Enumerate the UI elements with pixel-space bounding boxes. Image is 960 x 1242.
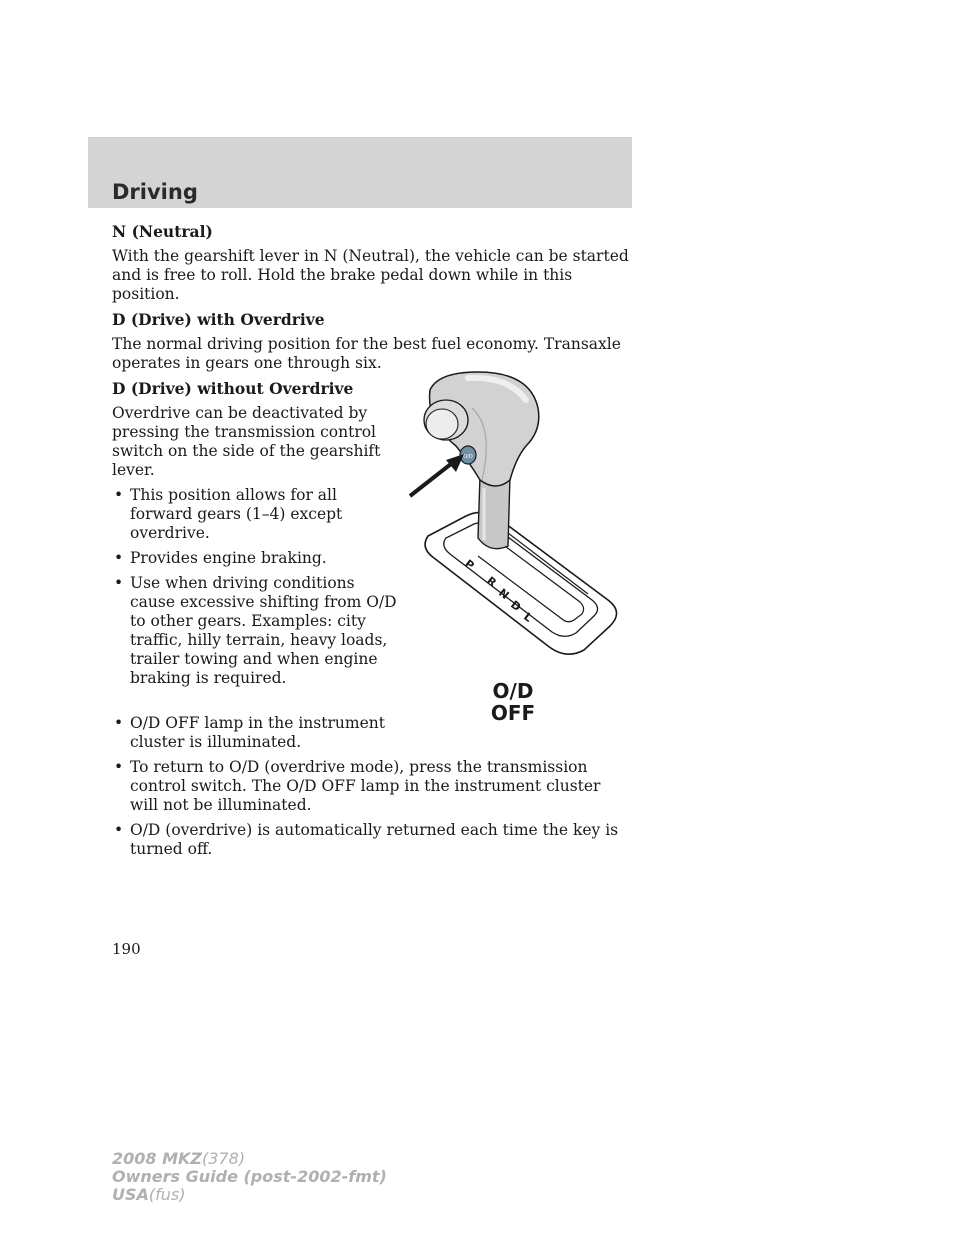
bullet-text: O/D (overdrive) is automatically returned each time the key is turned off.: [130, 821, 619, 858]
od-button-label: O/D: [463, 454, 473, 460]
od-off-line1: O/D: [492, 679, 534, 703]
bullet-text: Provides engine braking.: [130, 549, 327, 567]
bullet-item: [112, 549, 400, 568]
bullet-symbol: •: [114, 714, 124, 732]
bullet-symbol: •: [114, 486, 124, 504]
gear-letter: L: [521, 610, 535, 625]
bullet-symbol: •: [114, 758, 124, 776]
paragraph-drive-no-od: Overdrive can be deactivated by pressing the transmission control switch on the side of the gearshift lever.: [112, 404, 381, 479]
bullet-symbol: •: [114, 549, 124, 567]
paragraph-neutral: With the gearshift lever in N (Neutral), the vehicle can be started and is free to roll. Hold the brake pedal down while in this position.: [112, 247, 629, 303]
footer-code: (378): [202, 1149, 246, 1168]
heading-drive-od: D (Drive) with Overdrive: [112, 310, 325, 329]
od-off-lamp-symbol: [478, 680, 548, 724]
page-number: 190: [112, 940, 141, 958]
bullet-symbol: •: [114, 574, 124, 592]
bullet-text: Use when driving conditions cause excessive shifting from O/D to other gears. Examples: city traffic, hilly terrain, heavy loads, trailer towing and when engine braking is required.: [130, 574, 397, 687]
shift-gate: [425, 512, 616, 654]
gear-letter: R: [484, 574, 499, 590]
bullet-text: This position allows for all forward gears (1–4) except overdrive.: [130, 486, 343, 542]
bullet-symbol: •: [114, 821, 124, 839]
gearshift-illustration: [398, 368, 638, 668]
heading-drive-no-od: D (Drive) without Overdrive: [112, 379, 354, 398]
section-title: Driving: [112, 180, 198, 204]
arrow-icon: [410, 454, 464, 496]
bullet-item: [112, 714, 400, 752]
bullet-item: [112, 486, 400, 543]
bullet-item: [112, 821, 632, 859]
spacer: [112, 694, 632, 714]
footer-region: USA: [112, 1185, 149, 1204]
bullet-item: [112, 574, 400, 688]
footer-model: 2008 MKZ: [112, 1149, 203, 1168]
heading-neutral: N (Neutral): [112, 222, 213, 241]
gear-letter: N: [496, 586, 512, 603]
gear-letter: P: [462, 557, 477, 573]
gear-letter: D: [508, 598, 524, 614]
footer-region-code: (fus): [148, 1185, 186, 1204]
document-footer: [112, 1150, 387, 1204]
od-off-line2: OFF: [490, 701, 536, 725]
gearshift-lever: [424, 372, 539, 549]
footer-guide: Owners Guide (post-2002-fmt): [112, 1167, 387, 1186]
paragraph-drive-od: The normal driving position for the best fuel economy. Transaxle operates in gears one through six.: [112, 335, 621, 372]
bullet-text: O/D OFF lamp in the instrument cluster is illuminated.: [130, 714, 385, 751]
bullet-item: [112, 758, 632, 815]
bullet-text: To return to O/D (overdrive mode), press the transmission control switch. The O/D OFF lamp in the instrument cluster will not be illuminated.: [130, 758, 601, 814]
